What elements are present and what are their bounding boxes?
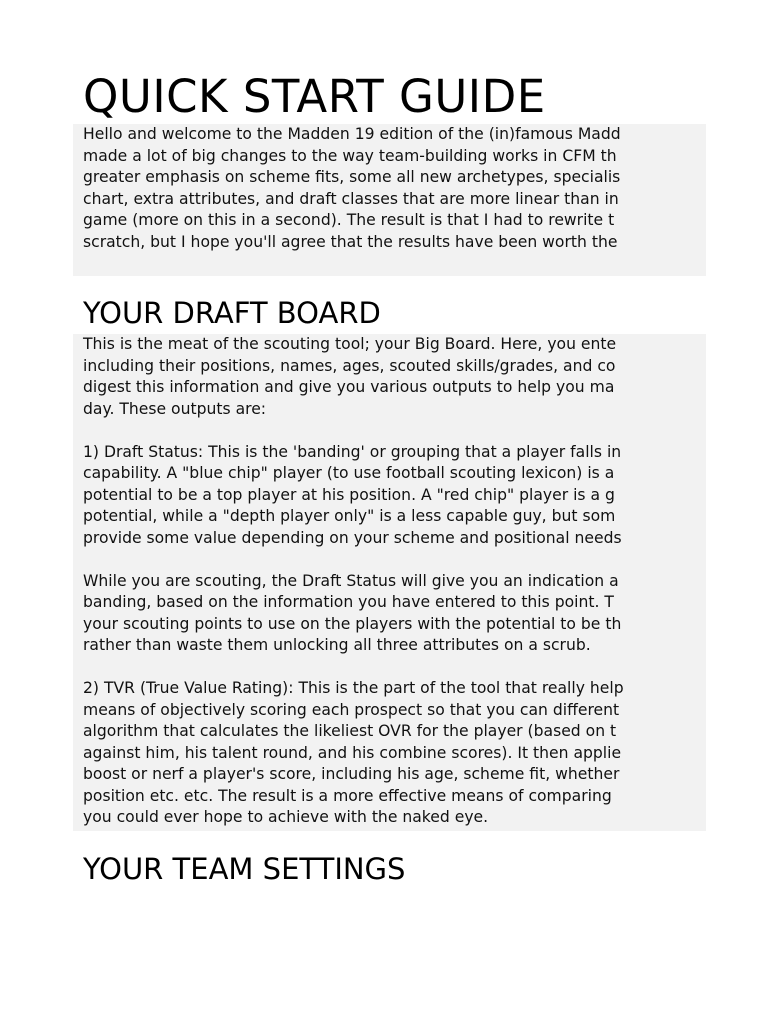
- intro-text-box: [73, 124, 706, 276]
- draft-board-line: 1) Draft Status: This is the 'banding' or grouping that a player falls in: [83, 442, 622, 461]
- draft-board-line: digest this information and give you various outputs to help you ma: [83, 378, 615, 396]
- draft-board-line: This is the meat of the scouting tool; your Big Board. Here, you ente: [83, 335, 617, 353]
- intro-text: [83, 124, 706, 276]
- draft-board-line: banding, based on the information you have entered to this point. T: [83, 593, 614, 611]
- draft-board-line: 2) TVR (True Value Rating): This is the part of the tool that really help: [83, 679, 624, 697]
- intro-line: greater emphasis on scheme fits, some all new archetypes, specialis: [83, 168, 621, 186]
- paragraph-gap: [83, 253, 706, 275]
- draft-board-text-box: [73, 334, 706, 831]
- draft-board-line: your scouting points to use on the players with the potential to be th: [83, 614, 622, 633]
- paragraph-gap: [83, 549, 706, 571]
- draft-board-line: capability. A "blue chip" player (to use football scouting lexicon) is a: [83, 464, 615, 482]
- draft-board-heading: YOUR DRAFT BOARD: [83, 296, 381, 330]
- intro-line: game (more on this in a second). The result is that I had to rewrite t: [83, 211, 615, 229]
- draft-board-line: you could ever hope to achieve with the naked eye.: [83, 808, 489, 826]
- page-title: QUICK START GUIDE: [83, 70, 546, 123]
- paragraph-gap: [83, 829, 706, 832]
- draft-board-line: against him, his talent round, and his combine scores). It then applie: [83, 743, 622, 762]
- draft-board-line: position etc. etc. The result is a more effective means of comparing: [83, 786, 612, 805]
- draft-board-line: means of objectively scoring each prospect so that you can different: [83, 700, 620, 719]
- draft-board-line: potential, while a "depth player only" is a less capable guy, but som: [83, 507, 616, 525]
- paragraph-gap: [83, 420, 706, 442]
- intro-line: [83, 275, 706, 277]
- draft-board-line: While you are scouting, the Draft Status will give you an indication a: [83, 571, 619, 590]
- intro-line: made a lot of big changes to the way team-building works in CFM th: [83, 146, 617, 165]
- intro-line: Hello and welcome to the Madden 19 edition of the (in)famous Madd: [83, 125, 621, 143]
- draft-board-line: potential to be a top player at his position. A "red chip" player is a g: [83, 485, 615, 504]
- draft-board-line: provide some value depending on your scheme and positional needs: [83, 528, 622, 547]
- team-settings-heading: YOUR TEAM SETTINGS: [83, 852, 406, 886]
- intro-line: chart, extra attributes, and draft classes that are more linear than in: [83, 189, 619, 208]
- paragraph-gap: [83, 657, 706, 679]
- draft-board-line: including their positions, names, ages, scouted skills/grades, and co: [83, 356, 616, 375]
- draft-board-line: algorithm that calculates the likeliest OVR for the player (based on t: [83, 722, 617, 740]
- draft-board-text: [83, 334, 706, 831]
- draft-board-line: boost or nerf a player's score, including his age, scheme fit, whether: [83, 765, 620, 783]
- draft-board-line: day. These outputs are:: [83, 399, 267, 418]
- draft-board-line: rather than waste them unlocking all three attributes on a scrub.: [83, 636, 591, 654]
- intro-line: scratch, but I hope you'll agree that the results have been worth the: [83, 232, 618, 251]
